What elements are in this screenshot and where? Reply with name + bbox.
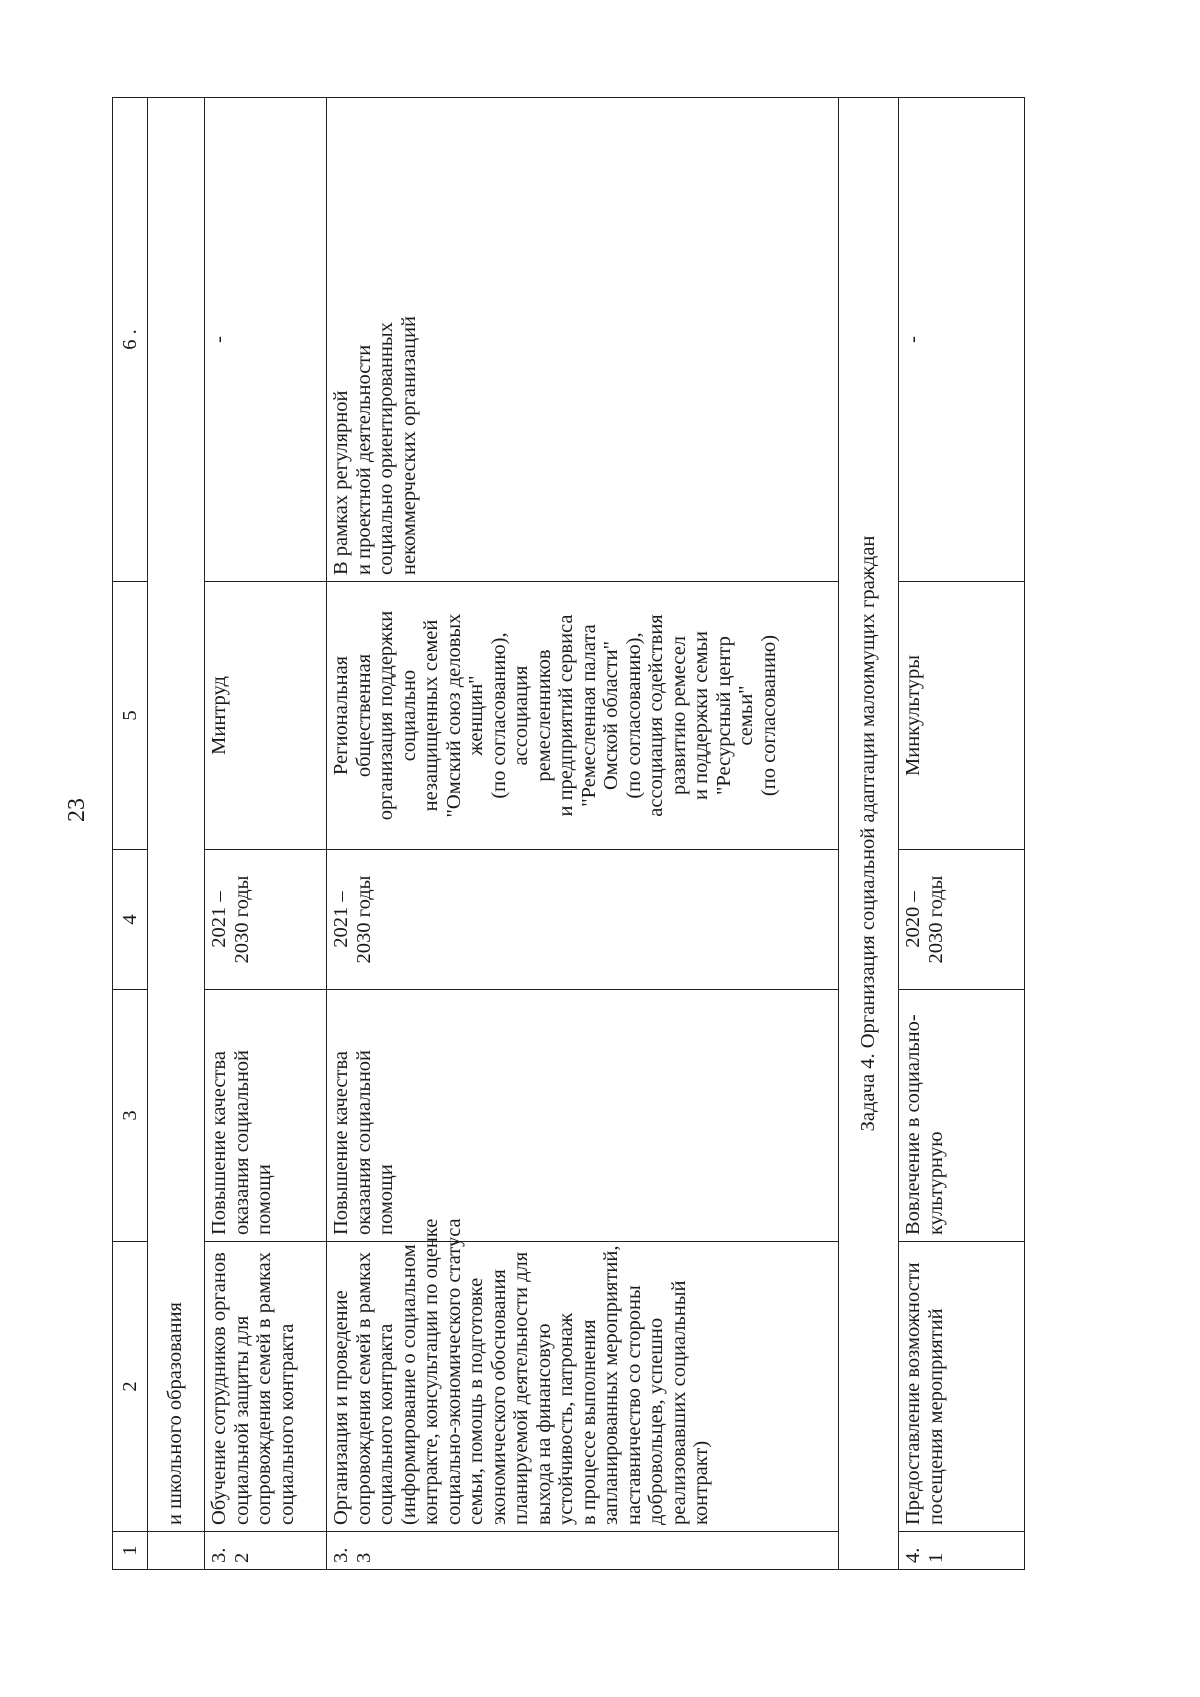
cell-line: посещения мероприятий bbox=[924, 1308, 947, 1525]
cell-line: экономического обоснования bbox=[487, 1269, 510, 1525]
cell-line: контракте, консультации по оценке bbox=[420, 1218, 442, 1525]
cell-line: Предоставление возможности bbox=[902, 1262, 924, 1525]
cell-line: помощи bbox=[253, 1164, 275, 1235]
cell-line: Обучение сотрудников органов bbox=[208, 1252, 230, 1525]
funding-cell bbox=[327, 98, 839, 582]
cell-line: ассоциация bbox=[510, 665, 532, 766]
cell-line: помощи bbox=[375, 1164, 397, 1235]
cell-line: семьи, помощь в подготовке bbox=[465, 1277, 487, 1525]
event-cell bbox=[327, 1218, 839, 1532]
cell-line: выхода на финансовую bbox=[532, 1323, 555, 1525]
cell-line: (по согласованию) bbox=[757, 634, 780, 797]
cell-line: социально bbox=[397, 669, 420, 762]
cell-line: развитию ремесел bbox=[667, 635, 690, 796]
cell-line: В рамках регулярной bbox=[330, 390, 352, 575]
cell-line: планируемой деятельности для bbox=[510, 1251, 532, 1525]
cell-line: социально ориентированных bbox=[375, 322, 397, 575]
cell-line: и поддержки семьи bbox=[690, 631, 712, 800]
cell-line: сопровождения семей в рамках bbox=[352, 1251, 375, 1525]
cell-line: 2021 – bbox=[208, 891, 230, 948]
table-row-4-1 bbox=[899, 98, 1025, 1570]
cell-line: общественная bbox=[352, 653, 375, 778]
cell-line: социально-экономического статуса bbox=[442, 1218, 465, 1525]
cell-line: Региональная bbox=[330, 655, 352, 776]
term-cell bbox=[205, 850, 327, 990]
header-col-6: 6 . bbox=[113, 98, 148, 582]
cell-line: женщин" bbox=[465, 675, 487, 756]
cell-line: (информирование о социальном bbox=[397, 1244, 420, 1525]
cell-line: Омской области" bbox=[600, 640, 622, 791]
funding-cell bbox=[205, 98, 327, 582]
cell-line: "Ресурсный центр bbox=[712, 636, 735, 795]
cell-line: наставничество со стороны bbox=[622, 1285, 645, 1525]
cell-line: и предприятий сервиса bbox=[555, 614, 577, 817]
header-col-2: 2 bbox=[113, 1242, 148, 1532]
result-cell bbox=[899, 990, 1025, 1242]
term-cell bbox=[327, 850, 839, 990]
cell-line: добровольцев, успешно bbox=[645, 1317, 667, 1525]
continuation-text: и школьного образования bbox=[148, 98, 205, 1532]
funding-cell bbox=[899, 98, 1025, 582]
cell-line: 2030 годы bbox=[924, 875, 947, 964]
cell-line: реализовавших социальный bbox=[667, 1280, 690, 1525]
continuation-num-cell bbox=[148, 1532, 205, 1570]
cell-line: - bbox=[208, 336, 230, 343]
task-row bbox=[839, 98, 899, 1570]
cell-line: оказания социальной bbox=[352, 1049, 375, 1235]
cell-line: 2030 годы bbox=[352, 875, 375, 964]
task-title: Задача 4. Организация социальной адаптации малоимущих граждан bbox=[839, 98, 899, 1570]
executor-cell bbox=[327, 582, 839, 850]
cell-line: социального контракта bbox=[275, 1323, 298, 1525]
cell-line: Повышение качества bbox=[330, 1051, 352, 1235]
cell-line: и проектной деятельности bbox=[352, 344, 375, 575]
cell-line: некоммерческих организаций bbox=[397, 315, 420, 575]
table-row-3-3 bbox=[327, 98, 839, 1570]
header-col-3: 3 bbox=[113, 990, 148, 1242]
cell-line: Минтруд bbox=[208, 676, 230, 755]
cell-line: (по согласованию), bbox=[487, 632, 510, 799]
cell-line: "Омский союз деловых bbox=[442, 613, 465, 818]
cell-line: ассоциация содействия bbox=[645, 614, 667, 817]
result-cell bbox=[205, 990, 327, 1242]
row-number: 3.3 bbox=[327, 1532, 839, 1570]
cell-line: ремесленников bbox=[532, 649, 555, 782]
cell-line: оказания социальной bbox=[230, 1049, 253, 1235]
cell-line: Организация и проведение bbox=[330, 1290, 352, 1525]
cell-line: 2020 – bbox=[902, 891, 924, 948]
row-number: 3.2 bbox=[205, 1532, 327, 1570]
cell-line: (по согласованию), bbox=[622, 632, 645, 799]
table-row-3-2 bbox=[205, 98, 327, 1570]
cell-line: контракт) bbox=[690, 1440, 712, 1525]
page-number: 23 bbox=[64, 798, 90, 822]
cell-line: незащищенных семей bbox=[420, 619, 442, 812]
cell-line: сопровождения семей в рамках bbox=[253, 1251, 275, 1525]
term-cell bbox=[899, 850, 1025, 990]
result-cell bbox=[327, 990, 839, 1242]
executor-cell bbox=[205, 582, 327, 850]
executor-cell bbox=[899, 582, 1025, 850]
cell-line: Минкультуры bbox=[902, 655, 924, 776]
continuation-row bbox=[148, 98, 205, 1570]
event-cell bbox=[205, 1242, 327, 1532]
cell-line: семьи" bbox=[735, 685, 757, 746]
cell-line: устойчивость, патронаж bbox=[555, 1313, 577, 1525]
cell-line: социальной защиты для bbox=[230, 1315, 253, 1525]
header-col-1: 1 bbox=[113, 1532, 148, 1570]
cell-line: 2030 годы bbox=[230, 875, 253, 964]
cell-line: запланированных мероприятий, bbox=[600, 1245, 622, 1525]
measures-table bbox=[112, 97, 1025, 1570]
cell-line: в процессе выполнения bbox=[577, 1319, 600, 1525]
cell-line: - bbox=[902, 336, 924, 343]
header-row bbox=[113, 98, 148, 1570]
cell-line: социального контракта bbox=[375, 1323, 397, 1525]
event-cell bbox=[899, 1242, 1025, 1532]
row-number: 4.1 bbox=[899, 1532, 1025, 1570]
cell-line: культурную bbox=[924, 1131, 947, 1235]
header-col-5: 5 bbox=[113, 582, 148, 850]
cell-line: Повышение качества bbox=[208, 1051, 230, 1235]
cell-line: "Ремесленная палата bbox=[577, 624, 600, 807]
header-col-4: 4 bbox=[113, 850, 148, 990]
cell-line: Вовлечение в социально- bbox=[902, 1014, 924, 1235]
cell-line: организация поддержки bbox=[375, 610, 397, 821]
cell-line: 2021 – bbox=[330, 891, 352, 948]
rotated-table-container bbox=[112, 98, 1062, 1570]
